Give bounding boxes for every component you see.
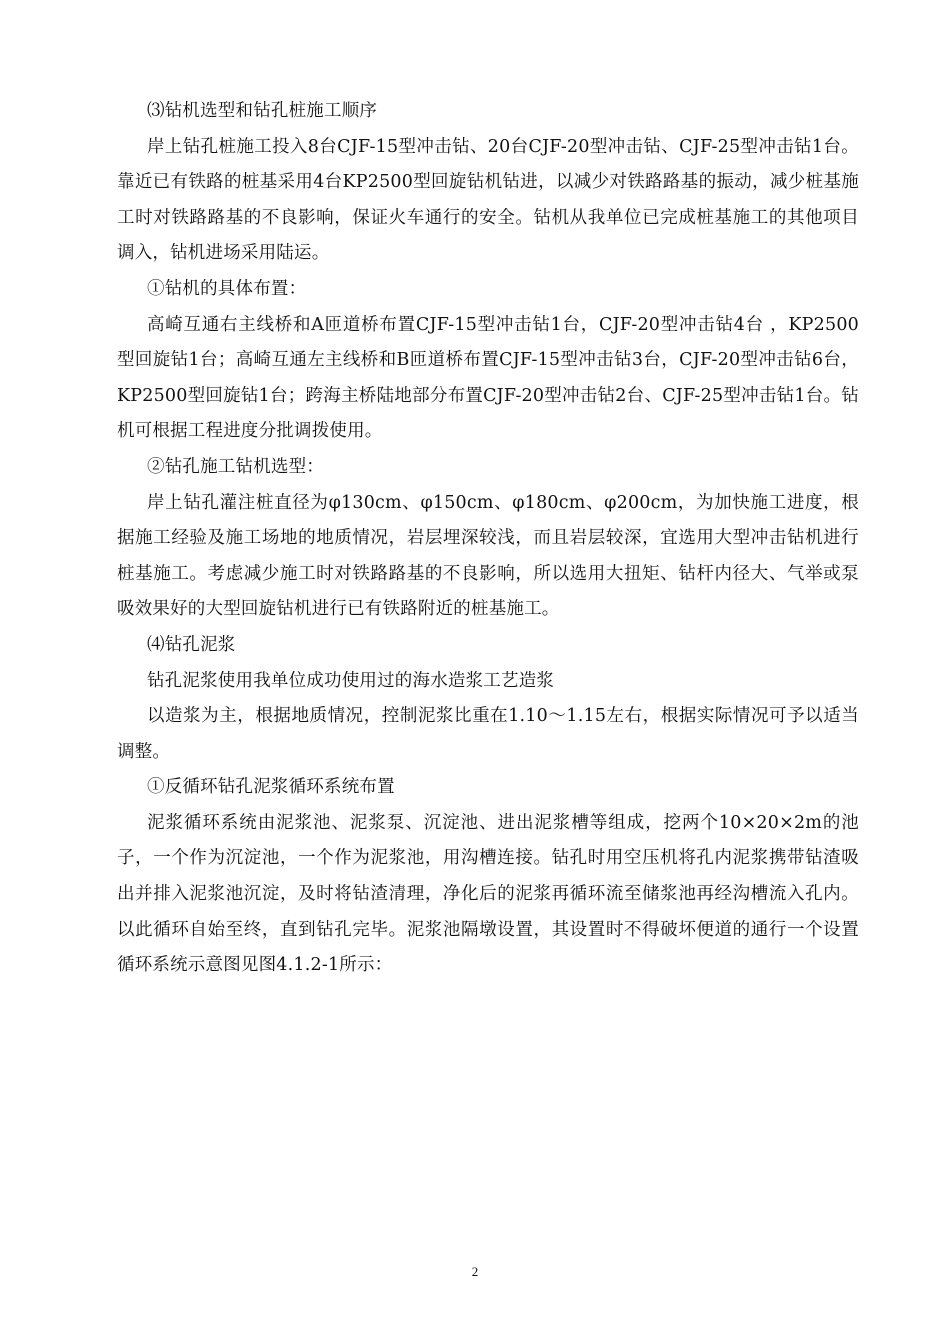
- subheading-drill-type: ②钻孔施工钻机选型：: [147, 456, 324, 477]
- paragraph-drill-layout: 高崎互通右主线桥和A匝道桥布置CJF-15型冲击钻1台，CJF-20型冲击钻4台 ，KP2500型回旋钻1台；高崎互通左主线桥和B匝道桥布置CJF-15型冲击钻3台，CJF-20型冲击钻6台，KP2500型回旋钻1台；跨海主桥陆地部分布置CJF-20型冲击钻2台、CJF-25型冲击钻1台。钻机可根据工程进度分批调拨使用。: [117, 314, 859, 442]
- paragraph-slurry-density: 以造浆为主，根据地质情况，控制泥浆比重在1.10～1.15左右，根据实际情况可予以适当调整。: [117, 706, 859, 762]
- subheading-drill-layout: ①钻机的具体布置：: [147, 278, 307, 299]
- paragraph-drill-equipment: 岸上钻孔桩施工投入8台CJF-15型冲击钻、20台CJF-20型冲击钻、CJF-25型冲击钻1台。靠近已有铁路的桩基采用4台KP2500型回旋钻机钻进，以减少对铁路路基的振动，减少桩基施工时对铁路路基的不良影响，保证火车通行的安全。钻机从我单位已完成桩基施工的其他项目调入，钻机进场采用陆运。: [117, 136, 859, 264]
- page-number: 2: [471, 1264, 479, 1279]
- section-heading-drilling-mud: ⑷钻孔泥浆: [147, 634, 236, 655]
- section-heading-drill-selection: ⑶钻机选型和钻孔桩施工顺序: [147, 101, 378, 121]
- paragraph-circulation-system: 泥浆循环系统由泥浆池、泥浆泵、沉淀池、进出泥浆槽等组成，挖两个10×20×2m的池子，一个作为沉淀池，一个作为泥浆池，用沟槽连接。钻孔时用空压机将孔内泥浆携带钻渣吸出并排入泥浆池沉淀，及时将钻渣清理，净化后的泥浆再循环流至储浆池再经沟槽流入孔内。以此循环自始至终，直到钻孔完毕。泥浆池隔墩设置，其设置时不得破坏便道的通行一个设置循环系统示意图见图4.1.2-1所示：: [117, 812, 859, 976]
- subheading-circulation-layout: ①反循环钻孔泥浆循环系统布置: [147, 777, 395, 798]
- paragraph-drill-type: 岸上钻孔灌注桩直径为φ130cm、φ150cm、φ180cm、φ200cm，为加快施工进度，根据施工经验及施工场地的地质情况，岩层埋深较浅，而且岩层较深，宜选用大型冲击钻机进行桩基施工。考虑减少施工时对铁路路基的不良影响，所以选用大扭矩、钻杆内径大、气举或泵吸效果好的大型回旋钻机进行已有铁路附近的桩基施工。: [117, 492, 859, 620]
- document-body: [117, 94, 859, 984]
- paragraph-seawater-slurry: 钻孔泥浆使用我单位成功使用过的海水造浆工艺造浆: [147, 670, 555, 691]
